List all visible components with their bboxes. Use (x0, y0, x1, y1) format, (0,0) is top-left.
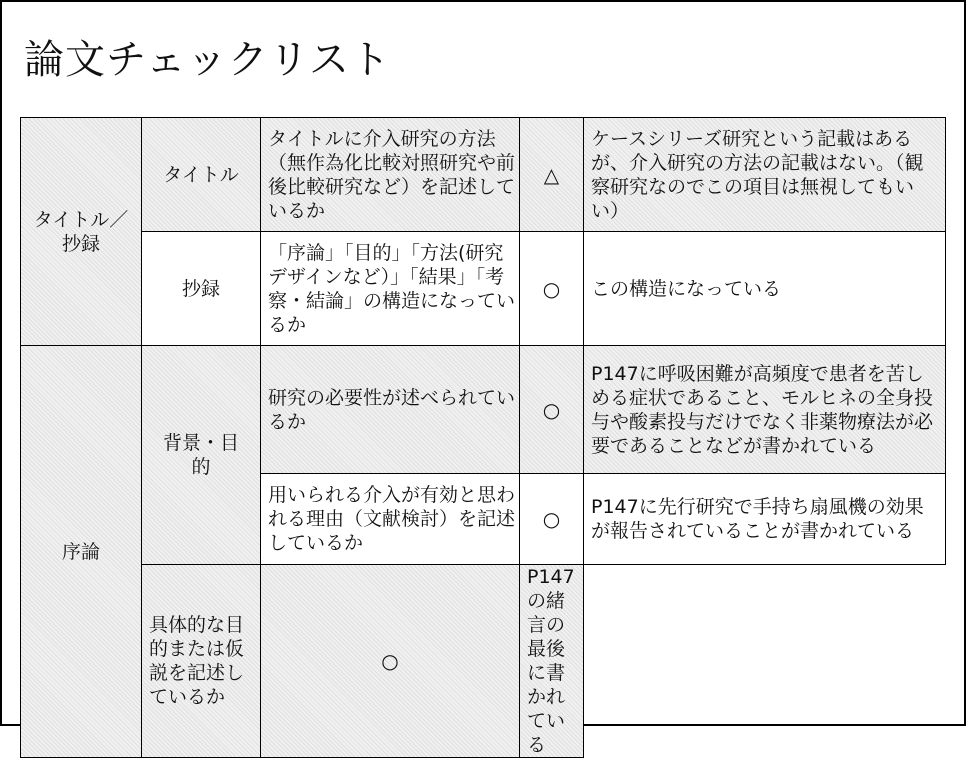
item-cell: 背景・目的 (142, 346, 261, 565)
item-cell: タイトル (142, 118, 261, 232)
criterion-cell: タイトルに介入研究の方法（無作為化比較対照研究や前後比較研究など）を記述しているか (261, 118, 520, 232)
comment-cell: P147の緒言の最後に書かれている (520, 565, 584, 758)
comment-cell: P147に先行研究で手持ち扇風機の効果が報告されていることが書かれている (584, 474, 946, 565)
table-row (21, 118, 946, 232)
table-row (21, 232, 946, 346)
comment-cell: この構造になっている (584, 232, 946, 346)
checklist-table (20, 117, 946, 758)
category-cell: タイトル／抄録 (21, 118, 142, 346)
mark-cell: ○ (520, 346, 584, 474)
comment-cell: ケースシリーズ研究という記載はあるが、介入研究の方法の記載はない。（観察研究なのでこの項目は無視してもいい） (584, 118, 946, 232)
item-cell: 抄録 (142, 232, 261, 346)
table-row (21, 346, 946, 474)
criterion-cell: 用いられる介入が有効と思われる理由（文献検討）を記述しているか (261, 474, 520, 565)
page-title: 論文チェックリスト (24, 37, 391, 83)
comment-cell: P147に呼吸困難が高頻度で患者を苦しめる症状であること、モルヒネの全身投与や酸素投与だけでなく非薬物療法が必要であることなどが書かれている (584, 346, 946, 474)
mark-cell: ○ (520, 474, 584, 565)
criterion-cell: 研究の必要性が述べられているか (261, 346, 520, 474)
mark-cell: △ (520, 118, 584, 232)
criterion-cell: 具体的な目的または仮説を記述しているか (142, 565, 261, 758)
mark-cell: ○ (520, 232, 584, 346)
mark-cell: ○ (261, 565, 520, 758)
category-cell: 序論 (21, 346, 142, 758)
table-row (21, 565, 946, 758)
criterion-cell: 「序論」「目的」「方法(研究デザインなど）」「結果」「考察・結論」の構造になっているか (261, 232, 520, 346)
